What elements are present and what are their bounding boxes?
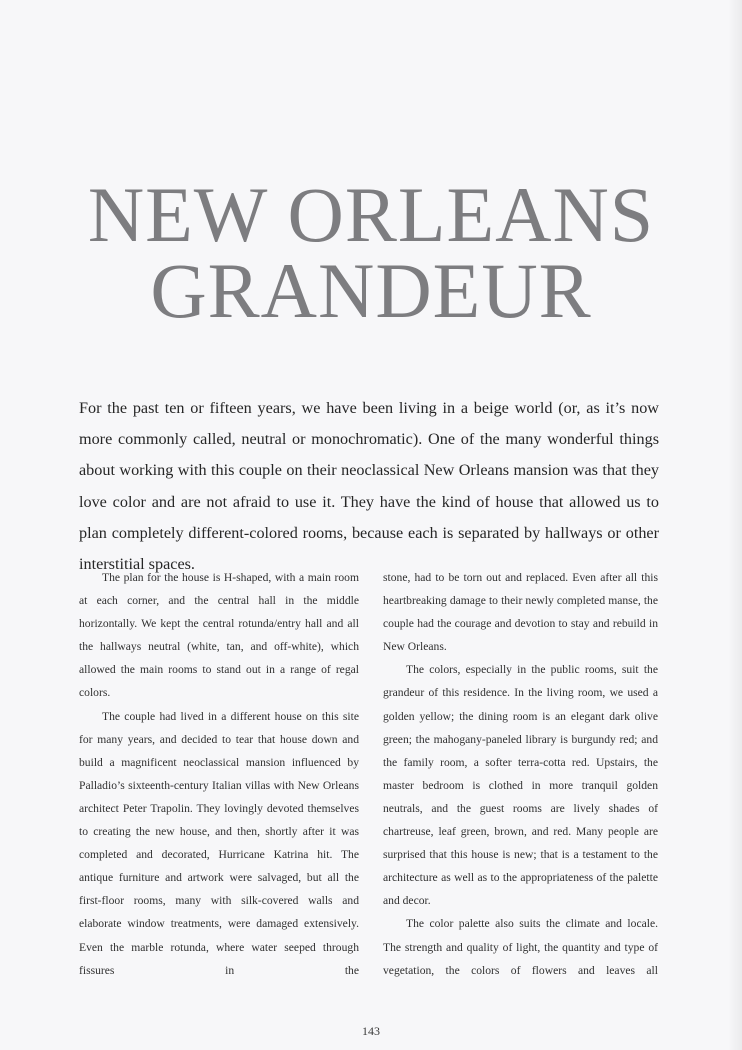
right-paragraph-1: stone, had to be torn out and replaced. Even after all this heartbreaking damage to their newly completed manse, the couple had the courage and devotion to stay and rebuild in New Orleans. bbox=[383, 571, 658, 654]
page-edge-shadow bbox=[728, 0, 742, 1050]
page-title-line-1: NEW ORLEANS bbox=[87, 171, 655, 258]
left-paragraph-1: The plan for the house is H-shaped, with a main room at each corner, and the central hall in the middle horizontally. We kept the central rotunda/entry hall and all the hallways neutral (white, tan, and off-white), which allowed the main rooms to stand out in a range of regal colors. bbox=[79, 571, 359, 700]
left-paragraph-2: The couple had lived in a different house on this site for many years, and decided to tear that house down and build a magnificent neoclassical mansion influenced by Palladio’s sixteenth-century Italian villas with New Orleans architect Peter Trapolin. They lovingly devoted themselves to creating the new house, and then, shortly after it was completed and decorated, Hurricane Katrina hit. The antique furniture and artwork were salvaged, but all the first-floor rooms, many with silk-covered walls and elaborate window treatments, were damaged extensively. Even the marble rotunda, where water seeped through fissures in the bbox=[79, 709, 359, 977]
intro-text: For the past ten or fifteen years, we have been living in a beige world (or, as it’s now more commonly called, neutral or monochromatic). One of the many wonderful things about working with this couple on their neoclassical New Orleans mansion was that they love color and are not afraid to use it. They have the kind of house that allowed us to plan completely different-colored rooms, because each is separated by hallways or other interstitial spaces. bbox=[79, 399, 659, 574]
intro-paragraph bbox=[79, 393, 659, 580]
page-number: 143 bbox=[362, 1024, 380, 1038]
page-title-line-2: GRANDEUR bbox=[150, 247, 592, 334]
body-column-right bbox=[383, 566, 658, 982]
body-column-left bbox=[79, 566, 359, 982]
right-paragraph-3: The color palette also suits the climate and locale. The strength and quality of light, the quantity and type of vegetation, the colors of flowers and leaves all bbox=[383, 917, 658, 977]
right-paragraph-2: The colors, especially in the public rooms, suit the grandeur of this residence. In the living room, we used a golden yellow; the dining room is an elegant dark olive green; the mahogany-paneled library is burgundy red; and the family room, a softer terra-cotta red. Upstairs, the master bedroom is clothed in more tranquil golden neutrals, and the guest rooms are lively shades of chartreuse, leaf green, brown, and red. Many people are surprised that this house is new; that is a testament to the architecture as well as to the appropriateness of the palette and decor. bbox=[383, 663, 658, 908]
